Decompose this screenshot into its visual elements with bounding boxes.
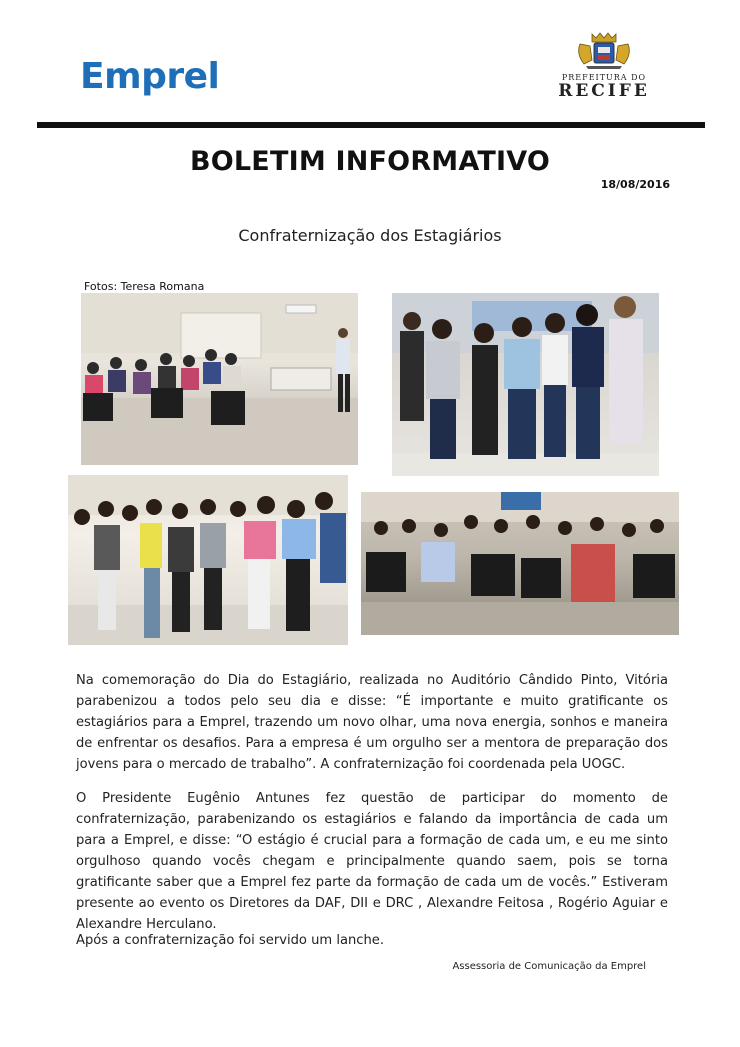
photo-auditorium-audience	[81, 293, 358, 465]
coat-of-arms-icon	[574, 30, 634, 70]
article-paragraph: O Presidente Eugênio Antunes fez questão de participar do momento de confraternização, parabenizando os estagiários e falando da importância de cada um para a Emprel, e disse: “O estágio é crucial para a formação de cada um, e eu me sinto orgulhoso quando vocês chegam e principalmente quando saem, pois se torna gratificante saber que a Emprel fez parte da formação de cada um de vocês.” Estiveram presente ao evento os Diretores da DAF, DII e DRC , Alexandre Feitosa , Rogério Aguiar e Alexandre Herculano.	[76, 791, 668, 933]
bulletin-date: 18/08/2016	[600, 178, 670, 191]
bulletin-title: BOLETIM INFORMATIVO	[189, 146, 551, 177]
photo-group-women	[392, 293, 659, 476]
signature: Assessoria de Comunicação da Emprel	[452, 961, 646, 972]
article-subtitle: Confraternização dos Estagiários	[238, 226, 502, 245]
photo-credit: Fotos: Teresa Romana	[84, 280, 208, 293]
recife-label: RECIFE	[558, 81, 650, 101]
article-paragraph: Após a confraternização foi servido um lanche.	[76, 933, 384, 949]
prefeitura-label: PREFEITURA DO	[561, 73, 647, 82]
photo-seated-audience	[361, 492, 679, 635]
emprel-logo: Emprel	[80, 56, 220, 97]
photo-group-students	[68, 475, 348, 645]
prefeitura-recife-logo	[548, 30, 660, 100]
header-divider	[37, 122, 705, 128]
article-paragraph: Na comemoração do Dia do Estagiário, realizada no Auditório Cândido Pinto, Vitória parabenizou a todos pelo seu dia e disse: “É importante e muito gratificante os estagiários para a Emprel, trazendo um novo olhar, uma nova energia, sonhos e maneira de enfrentar os desafios. Para a empresa é um orgulho ser a mentora de preparação dos jovens para o mercado de trabalho”. A confraternização foi coordenada pela UOGC.	[76, 673, 668, 773]
